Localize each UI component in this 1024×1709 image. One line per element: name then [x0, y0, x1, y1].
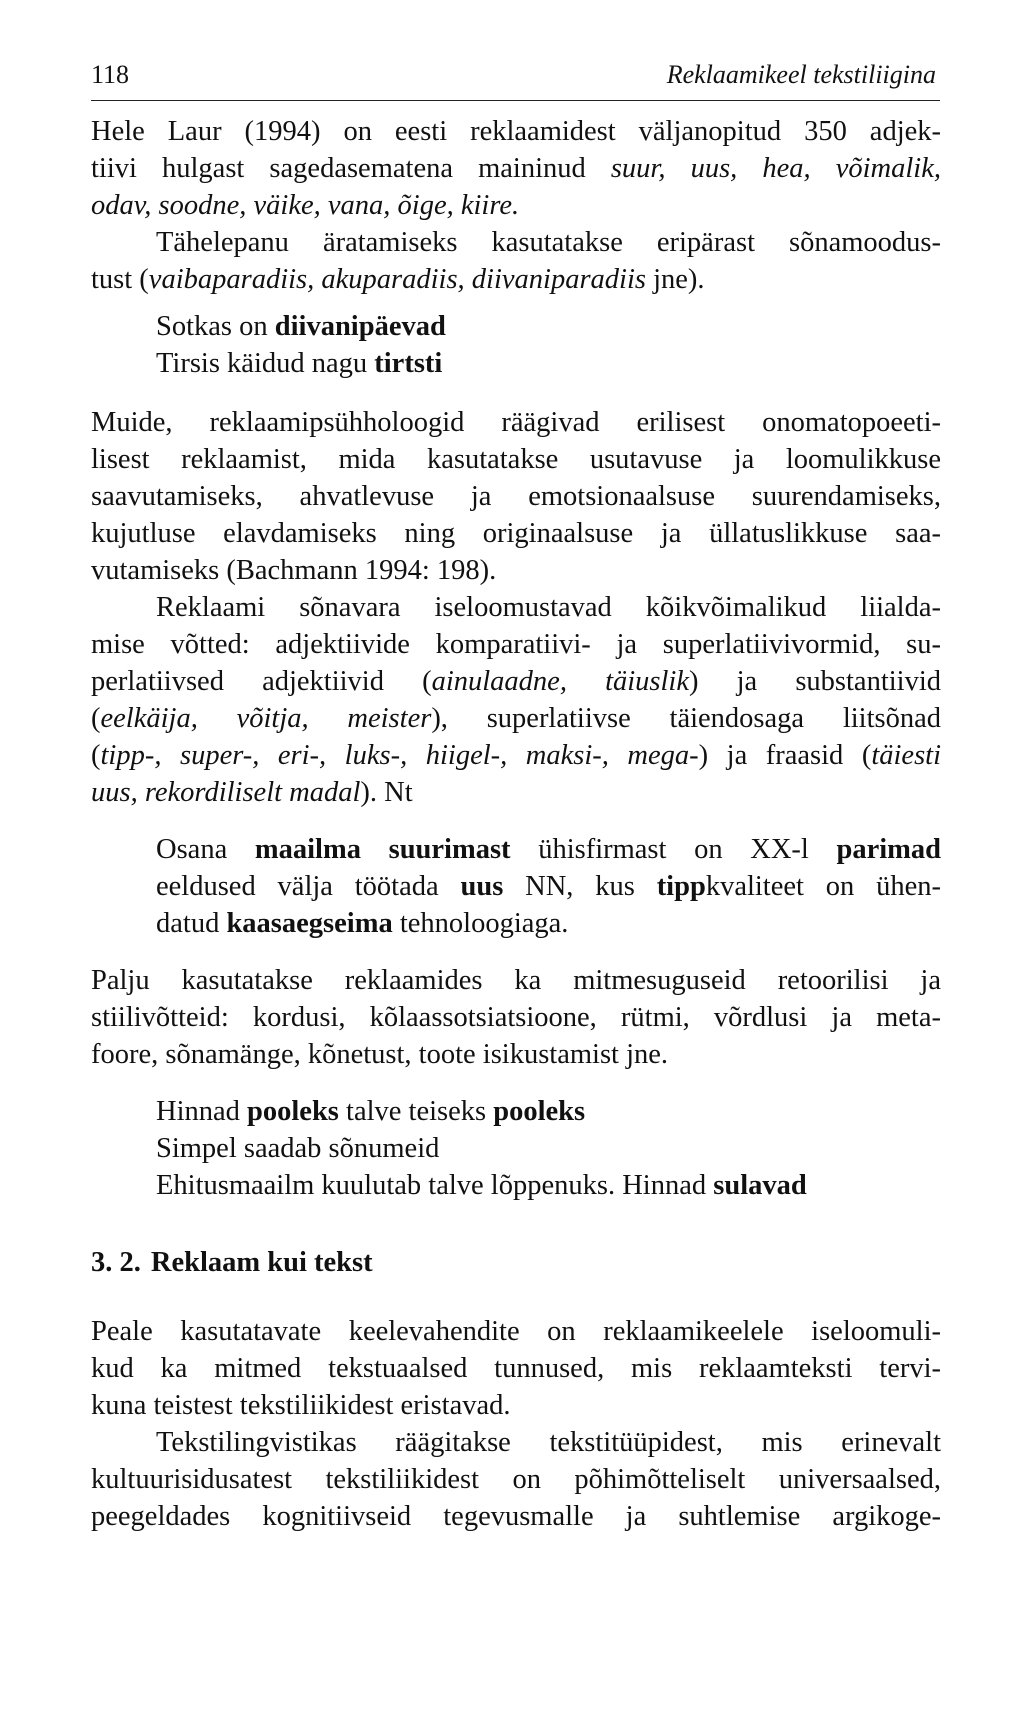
text-run: talve teiseks	[338, 1096, 494, 1127]
section-title: Reklaam kui tekst	[150, 1247, 373, 1278]
text-run-italic: tipp-, super-, eri-, luks-, hiigel-, maksi-, mega-	[100, 740, 699, 771]
text-line: kujutluse elavdamiseks ning originaalsuse ja üllatuslikkuse saa-	[91, 518, 941, 549]
example-line	[91, 868, 941, 905]
section-heading	[91, 1244, 941, 1281]
text-run-bold: pooleks	[493, 1096, 586, 1127]
example-line	[91, 1093, 941, 1130]
text-run: (	[91, 703, 101, 734]
text-line: Tekstilingvistikas räägitakse tekstitüüpidest, mis erinevalt	[156, 1427, 941, 1458]
example-block	[91, 831, 941, 942]
text-line: mise võtted: adjektiivide komparatiivi- ja superlatiivivormid, su-	[91, 629, 941, 660]
text-line: lisest reklaamist, mida kasutatakse usutavuse ja loomulikkuse	[91, 444, 941, 475]
example-line	[91, 345, 941, 382]
text-run-bold: parimad	[836, 834, 941, 865]
text-line: Tähelepanu äratamiseks kasutatakse eripärast sõnamoodus-	[156, 227, 941, 258]
text-run: ), superlatiivse täiendosaga liitsõnad	[431, 703, 941, 734]
example-block	[91, 1093, 941, 1204]
text-run: jne).	[645, 264, 705, 295]
text-line	[91, 774, 941, 811]
text-run: Osana	[156, 834, 255, 865]
text-run: datud	[156, 908, 227, 939]
text-run-italic: täiesti	[871, 740, 942, 771]
running-title: Reklaamikeel tekstiliigina	[666, 60, 936, 89]
section-number: 3. 2.	[91, 1247, 141, 1278]
text-line	[91, 150, 941, 187]
text-run: ) ja fraasid (	[698, 740, 872, 771]
text-run: NN, kus	[503, 871, 657, 902]
text-run: perlatiivsed adjektiivid (	[91, 666, 432, 697]
text-run: kvaliteet on ühen-	[705, 871, 941, 902]
text-run-italic: suur, uus, hea, võimalik,	[610, 153, 941, 184]
text-line	[91, 700, 941, 737]
text-line: Muide, reklaamipsühholoogid räägivad erilisest onomatopoeeti-	[91, 407, 941, 438]
text-run-bold: sulavad	[713, 1170, 807, 1201]
text-run: ühisfirmast on XX-l	[510, 834, 837, 865]
text-line	[91, 737, 941, 774]
text-line: kud ka mitmed tekstuaalsed tunnused, mis reklaamteksti tervi-	[91, 1353, 941, 1384]
text-run-bold: diivanipäevad	[274, 311, 446, 342]
text-line: stiilivõtteid: kordusi, kõlaassotsiatsioone, rütmi, võrdlusi ja meta-	[91, 1002, 941, 1033]
example-line: Simpel saadab sõnumeid	[156, 1133, 440, 1164]
example-line	[91, 831, 941, 868]
example-line	[91, 1167, 941, 1204]
paragraph	[91, 589, 941, 811]
text-run: tehnoloogiaga.	[392, 908, 569, 939]
text-line: odav, soodne, väike, vana, õige, kiire.	[91, 190, 520, 221]
text-run-bold: kaasaegseima	[226, 908, 393, 939]
text-run-bold: maailma suurimast	[254, 834, 511, 865]
text-run: (	[91, 740, 101, 771]
text-run: eeldused välja töötada	[156, 871, 461, 902]
text-run-bold: uus	[460, 871, 504, 902]
text-line: kultuurisidusatest tekstiliikidest on põhimõtteliselt universaalsed,	[91, 1464, 941, 1495]
text-run-italic: vaibaparadiis, akuparadiis, diivaniparadiis	[148, 264, 646, 295]
text-line: Peale kasutatavate keelevahendite on reklaamikeelele iseloomuli-	[91, 1316, 941, 1347]
text-line: kuna teistest tekstiliikidest eristavad.	[91, 1390, 511, 1421]
page-header	[91, 60, 940, 101]
paragraph	[91, 962, 941, 1073]
example-line	[91, 905, 941, 942]
text-run: Ehitusmaailm kuulutab talve lõppenuks. Hinnad	[156, 1170, 714, 1201]
text-run: Sotkas on	[156, 311, 275, 342]
text-line: saavutamiseks, ahvatlevuse ja emotsionaalsuse suurendamiseks,	[91, 481, 941, 512]
text-line: vutamiseks (Bachmann 1994: 198).	[91, 555, 497, 586]
paragraph	[91, 224, 941, 298]
text-run: Hinnad	[156, 1096, 248, 1127]
text-run: tust (	[91, 264, 149, 295]
paragraph	[91, 113, 941, 224]
text-run: ). Nt	[360, 777, 413, 808]
text-line: Palju kasutatakse reklaamides ka mitmesuguseid retoorilisi ja	[91, 965, 941, 996]
text-run-bold: pooleks	[247, 1096, 339, 1127]
paragraph	[91, 404, 941, 589]
text-line	[91, 663, 941, 700]
example-line	[91, 308, 941, 345]
paragraph	[91, 1313, 941, 1424]
text-run-bold: tipp	[656, 871, 706, 902]
text-line: foore, sõnamänge, kõnetust, toote isikustamist jne.	[91, 1039, 669, 1070]
text-run-bold: tirtsti	[374, 348, 443, 379]
page-body	[91, 113, 941, 1535]
paragraph	[91, 1424, 941, 1535]
text-run: tiivi hulgast sagedasematena maininud	[91, 153, 611, 184]
text-line: peegeldades kognitiivseid tegevusmalle ja suhtlemise argikoge-	[91, 1501, 941, 1532]
text-run-italic: uus, rekordiliselt madal	[91, 777, 361, 808]
text-run-italic: eelkäija, võitja, meister	[100, 703, 432, 734]
text-run: ) ja substantiivid	[689, 666, 941, 697]
text-run-italic: ainulaadne, täiuslik	[431, 666, 689, 697]
text-line: Reklaami sõnavara iseloomustavad kõikvõimalikud liialda-	[156, 592, 941, 623]
text-run: Tirsis käidud nagu	[156, 348, 375, 379]
text-line	[91, 261, 941, 298]
example-block	[91, 308, 941, 382]
text-line: Hele Laur (1994) on eesti reklaamidest väljanopitud 350 adjek-	[91, 116, 941, 147]
page-number: 118	[91, 60, 130, 89]
